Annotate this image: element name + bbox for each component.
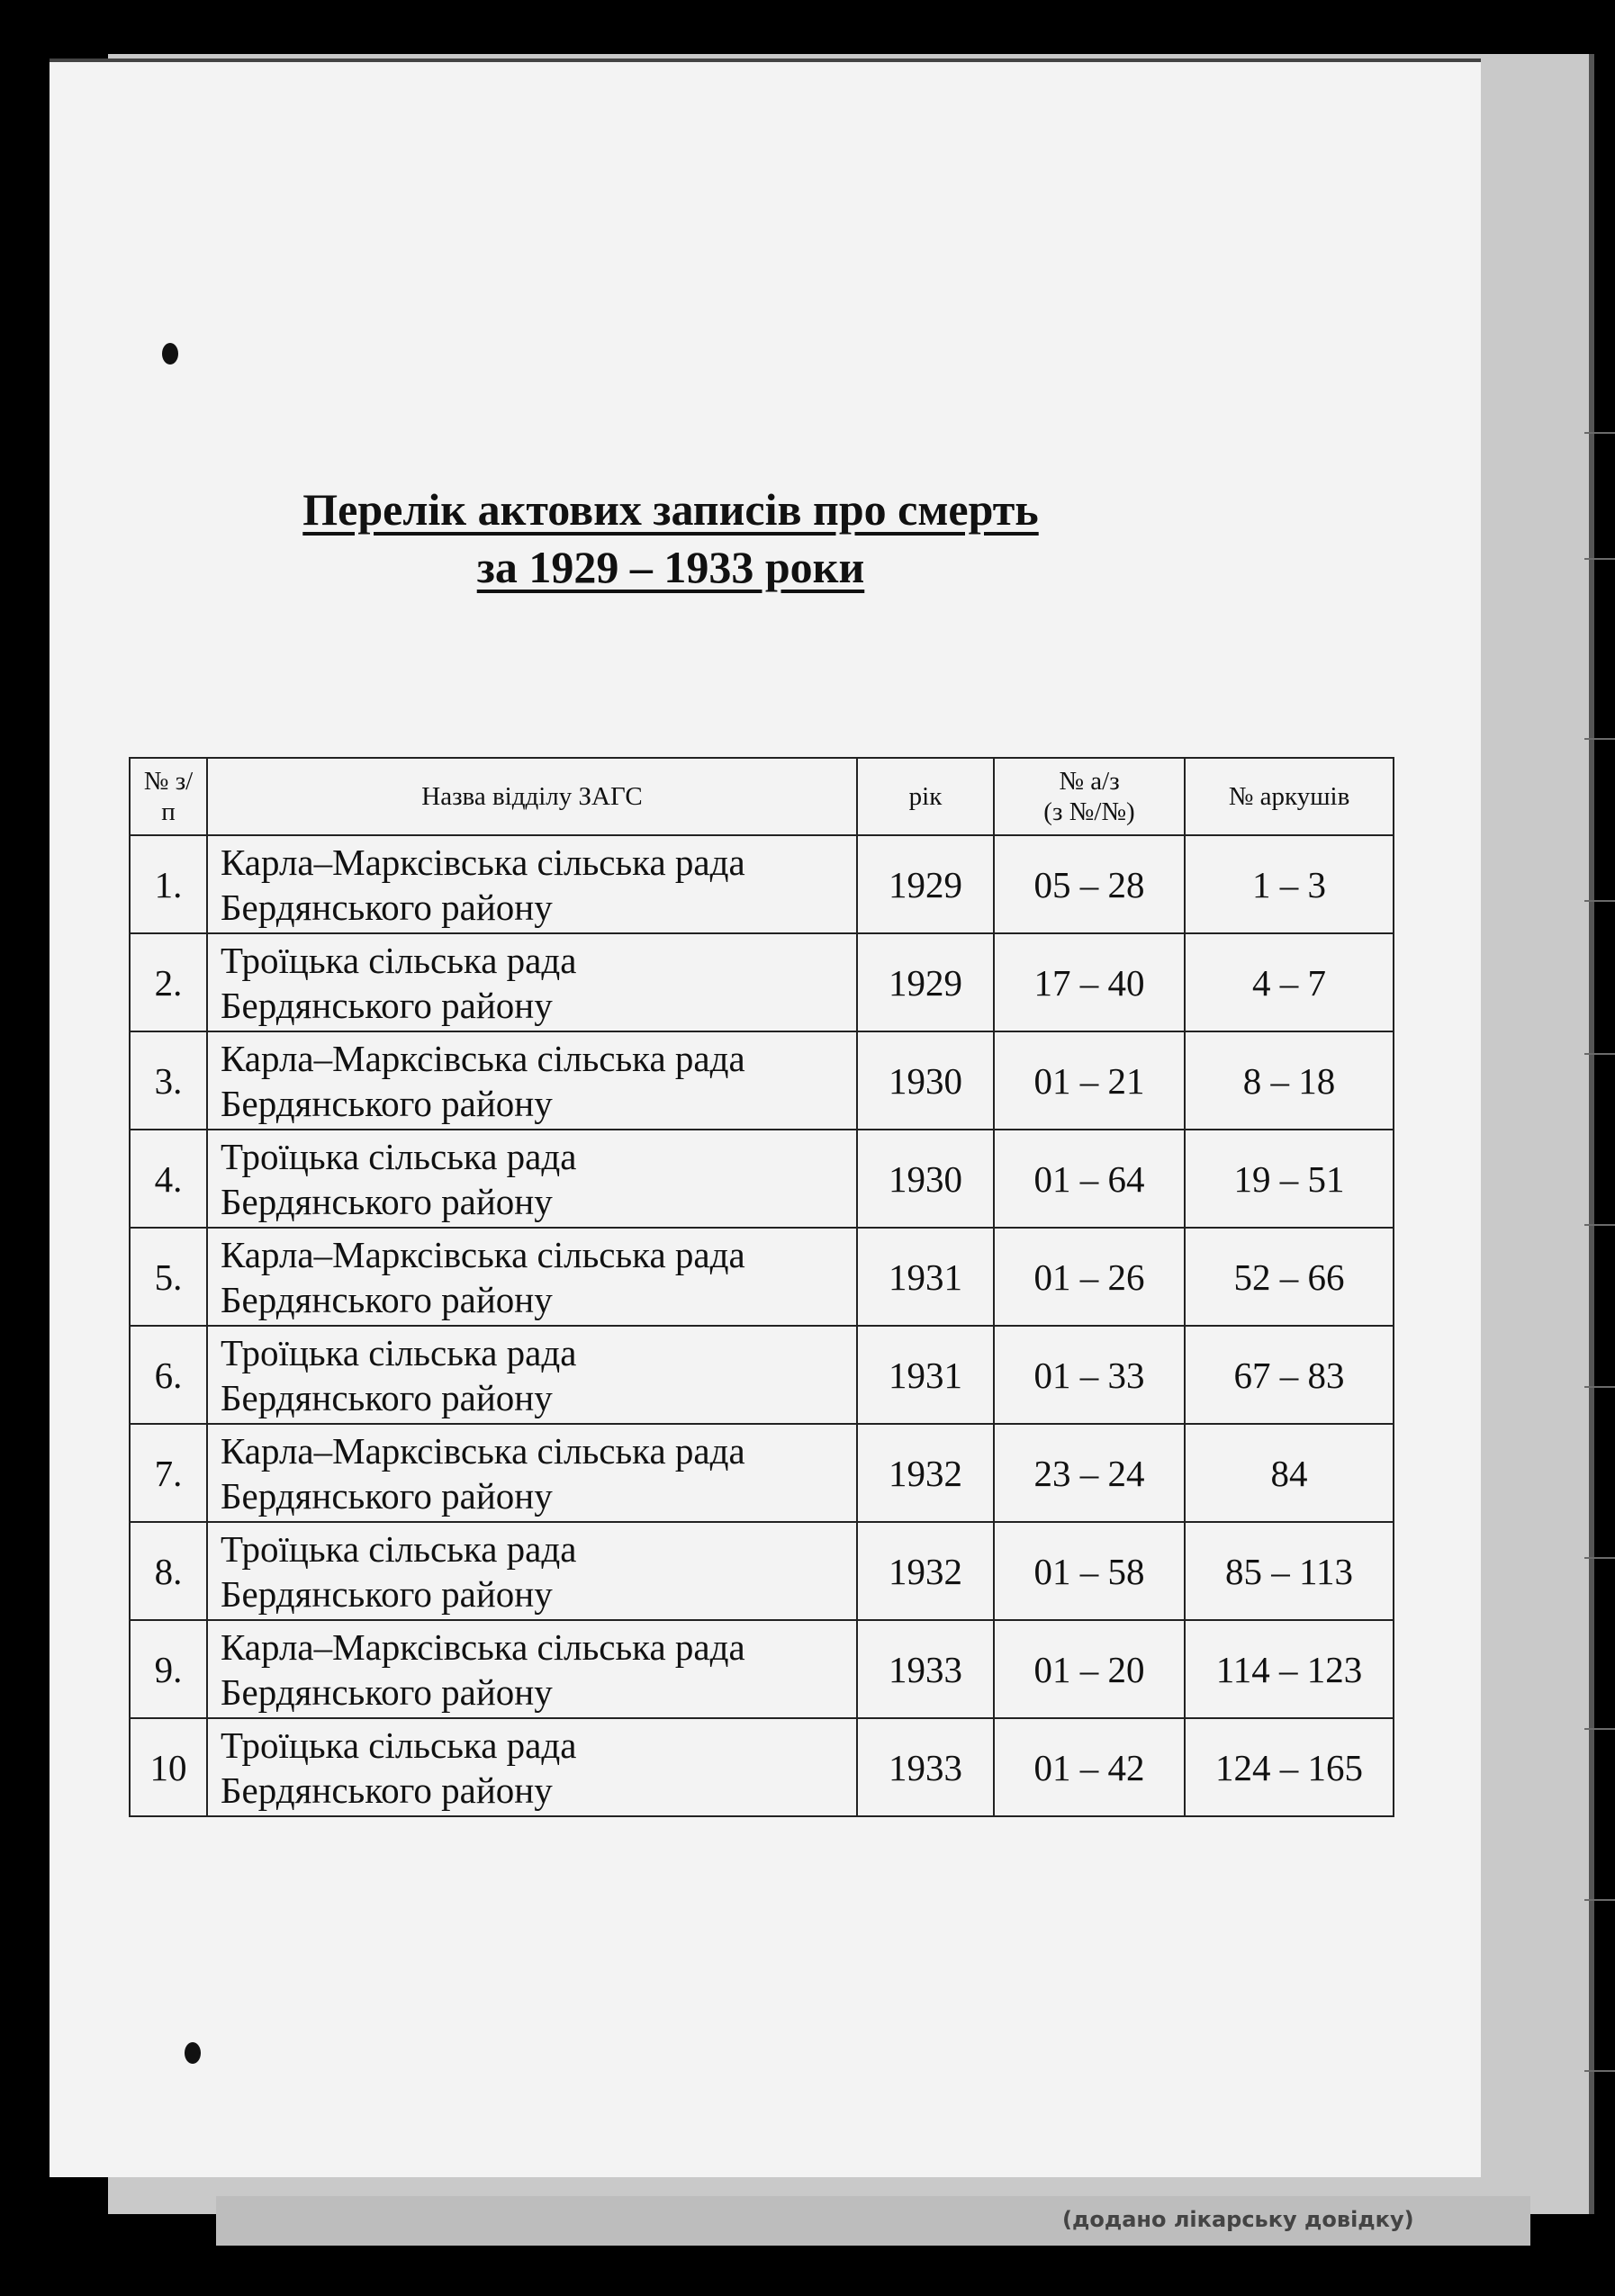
sheet-rule — [1584, 432, 1615, 434]
cell-sheets: 85 – 113 — [1185, 1522, 1394, 1620]
header-sheets: № аркушів — [1185, 758, 1394, 835]
cell-records: 05 – 28 — [994, 835, 1185, 933]
cell-records: 01 – 20 — [994, 1620, 1185, 1718]
cell-records: 01 – 42 — [994, 1718, 1185, 1816]
cell-name-line1: Карла–Марксівська сільська рада — [221, 1037, 745, 1079]
sheet-rule — [1584, 1899, 1615, 1901]
cell-year: 1930 — [857, 1130, 994, 1228]
table-row — [130, 1424, 1394, 1522]
cell-year: 1933 — [857, 1620, 994, 1718]
cell-name — [207, 1718, 857, 1816]
cell-name-line2: Бердянського району — [221, 1769, 553, 1811]
cell-sheets: 8 – 18 — [1185, 1031, 1394, 1130]
cell-year: 1933 — [857, 1718, 994, 1816]
cell-sheets: 114 – 123 — [1185, 1620, 1394, 1718]
cell-name-line2: Бердянського району — [221, 1474, 553, 1517]
cell-name-line1: Троїцька сільська рада — [221, 1527, 577, 1570]
cell-sheets: 67 – 83 — [1185, 1326, 1394, 1424]
cell-name — [207, 933, 857, 1031]
cell-sheets: 19 – 51 — [1185, 1130, 1394, 1228]
table-header-row — [130, 758, 1394, 835]
records-table — [129, 757, 1394, 1817]
cell-name-line2: Бердянського району — [221, 1180, 553, 1222]
header-records-line1: № а/з — [1059, 767, 1120, 796]
header-records-line2: (з №/№) — [1043, 797, 1135, 826]
cell-name — [207, 1130, 857, 1228]
cell-name-line1: Троїцька сільська рада — [221, 1331, 577, 1373]
cell-sheets: 124 – 165 — [1185, 1718, 1394, 1816]
cell-year: 1929 — [857, 933, 994, 1031]
sheet-rule — [1584, 1053, 1615, 1055]
punch-hole — [162, 343, 178, 365]
table-row — [130, 835, 1394, 933]
cell-name-line1: Карла–Марксівська сільська рада — [221, 1429, 745, 1472]
document-title — [50, 481, 1292, 596]
cell-name-line1: Троїцька сільська рада — [221, 939, 577, 981]
cell-name-line2: Бердянського району — [221, 1082, 553, 1124]
cell-year: 1929 — [857, 835, 994, 933]
header-records — [994, 758, 1185, 835]
cell-name-line2: Бердянського району — [221, 1572, 553, 1615]
cell-sheets: 1 – 3 — [1185, 835, 1394, 933]
document-page — [50, 59, 1481, 2177]
cell-name — [207, 1326, 857, 1424]
cell-name-line2: Бердянського району — [221, 1278, 553, 1320]
sheet-rule — [1584, 1224, 1615, 1226]
cell-name — [207, 1620, 857, 1718]
cell-name-line2: Бердянського району — [221, 886, 553, 928]
cell-num: 3. — [130, 1031, 207, 1130]
cell-year: 1931 — [857, 1326, 994, 1424]
cell-num: 8. — [130, 1522, 207, 1620]
cell-sheets: 52 – 66 — [1185, 1228, 1394, 1326]
cell-name — [207, 1228, 857, 1326]
header-num: № з/п — [130, 758, 207, 835]
cell-name-line1: Троїцька сільська рада — [221, 1135, 577, 1177]
punch-hole — [185, 2042, 201, 2064]
cell-records: 01 – 58 — [994, 1522, 1185, 1620]
table-row — [130, 1620, 1394, 1718]
cell-name — [207, 835, 857, 933]
table-row — [130, 1718, 1394, 1816]
cell-name-line2: Бердянського району — [221, 1376, 553, 1418]
cell-name-line1: Троїцька сільська рада — [221, 1724, 577, 1766]
title-line-1: Перелік актових записів про смерть — [302, 484, 1039, 535]
sheet-rule — [1584, 1557, 1615, 1559]
cell-name-line1: Карла–Марксівська сільська рада — [221, 1233, 745, 1275]
sheet-rule — [1584, 1728, 1615, 1730]
cell-records: 01 – 26 — [994, 1228, 1185, 1326]
cell-num: 4. — [130, 1130, 207, 1228]
cell-name-line2: Бердянського району — [221, 984, 553, 1026]
table-row — [130, 1522, 1394, 1620]
cell-records: 01 – 64 — [994, 1130, 1185, 1228]
cell-year: 1931 — [857, 1228, 994, 1326]
table-row — [130, 933, 1394, 1031]
table-row — [130, 1031, 1394, 1130]
cell-records: 17 – 40 — [994, 933, 1185, 1031]
sheet-rule — [1584, 1386, 1615, 1388]
cell-sheets: 84 — [1185, 1424, 1394, 1522]
cell-num: 7. — [130, 1424, 207, 1522]
cell-year: 1932 — [857, 1424, 994, 1522]
cell-num: 10 — [130, 1718, 207, 1816]
table-row — [130, 1130, 1394, 1228]
cell-num: 6. — [130, 1326, 207, 1424]
table-row — [130, 1326, 1394, 1424]
cell-year: 1932 — [857, 1522, 994, 1620]
sheet-rule — [1584, 900, 1615, 902]
sheet-rule — [1584, 558, 1615, 560]
table-row — [130, 1228, 1394, 1326]
cell-records: 23 – 24 — [994, 1424, 1185, 1522]
cell-num: 5. — [130, 1228, 207, 1326]
cell-name-line2: Бердянського району — [221, 1670, 553, 1713]
header-name: Назва відділу ЗАГС — [207, 758, 857, 835]
cell-records: 01 – 21 — [994, 1031, 1185, 1130]
cell-num: 1. — [130, 835, 207, 933]
cell-sheets: 4 – 7 — [1185, 933, 1394, 1031]
cell-name — [207, 1522, 857, 1620]
cell-num: 9. — [130, 1620, 207, 1718]
cell-num: 2. — [130, 933, 207, 1031]
title-line-2: за 1929 – 1933 роки — [476, 542, 865, 592]
sheet-rule — [1584, 738, 1615, 740]
header-year: рік — [857, 758, 994, 835]
cell-name-line1: Карла–Марксівська сільська рада — [221, 1625, 745, 1668]
cell-year: 1930 — [857, 1031, 994, 1130]
cell-records: 01 – 33 — [994, 1326, 1185, 1424]
cell-name — [207, 1031, 857, 1130]
cell-name-line1: Карла–Марксівська сільська рада — [221, 841, 745, 883]
sheet-rule — [1584, 2070, 1615, 2072]
bottom-note: (додано лікарську довідку) — [1062, 2207, 1414, 2232]
bottom-strip — [216, 2196, 1530, 2246]
cell-name — [207, 1424, 857, 1522]
